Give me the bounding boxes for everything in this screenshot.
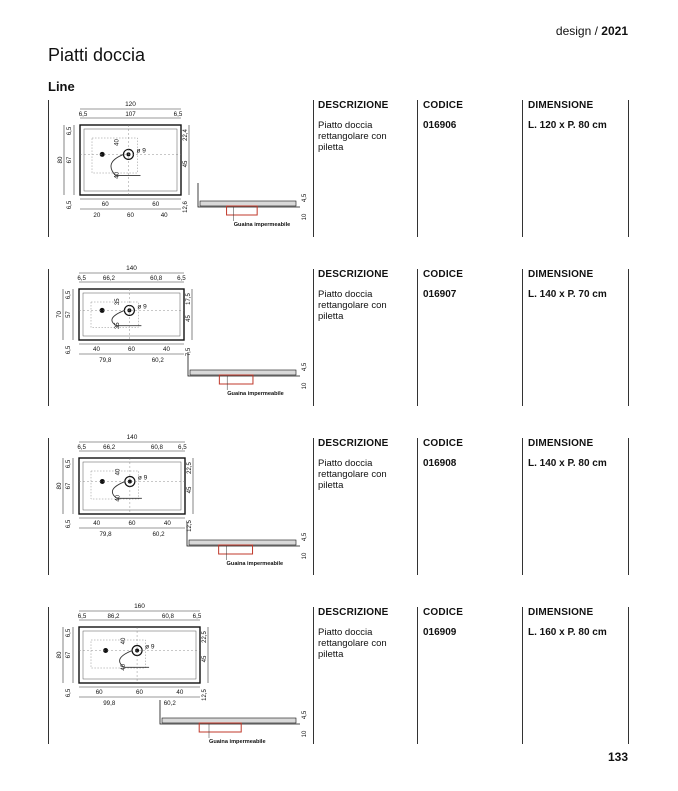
total-width-label: 120 <box>125 101 136 108</box>
right-dim-label: 22,4 <box>183 129 189 141</box>
product-block <box>48 607 630 744</box>
right-dim-label: 12,5 <box>187 520 193 532</box>
description-column <box>318 100 410 153</box>
left-dim-label: 6,5 <box>67 126 73 136</box>
code-header: CODICE <box>423 438 464 449</box>
top-dim-label: 6,5 <box>77 275 86 282</box>
left-dim-label: 67 <box>67 156 73 164</box>
section-dim-label: 10 <box>302 730 308 738</box>
section-dim-label: 10 <box>302 552 308 560</box>
product-block <box>48 269 630 406</box>
description-value: Piatto doccia rettangolare con piletta <box>318 627 387 660</box>
right-dim-label: 17,5 <box>186 293 192 305</box>
bottom-dim-label: 79,8 <box>99 357 112 364</box>
bottom-dim-label: 60 <box>101 201 109 208</box>
membrane-label: Guaina impermeabile <box>227 391 284 397</box>
bottom-dim-label: 99,8 <box>103 700 116 707</box>
top-dim-label: 107 <box>125 111 136 118</box>
inner-dim-label: 40 <box>115 494 122 502</box>
bottom-dim-label: 40 <box>160 212 168 219</box>
bottom-dim-label: 40 <box>163 520 171 527</box>
inner-dim-label: 40 <box>114 139 121 146</box>
dimension-column <box>528 607 628 638</box>
description-header: DESCRIZIONE <box>318 438 389 449</box>
bottom-dim-label: 60,2 <box>151 357 164 364</box>
description-column <box>318 607 410 660</box>
inner-dim-label: 35 <box>114 322 121 330</box>
right-dim-label: 45 <box>183 160 189 168</box>
right-dim-label: 22,5 <box>202 631 208 643</box>
inner-dim-label: 40 <box>120 663 127 671</box>
bottom-dim-label: 60,2 <box>163 700 176 707</box>
bottom-dim-label: 60 <box>128 346 135 353</box>
left-dim-label: 67 <box>66 651 72 659</box>
left-dim-label: 6,5 <box>66 628 72 638</box>
divider-description <box>417 269 418 406</box>
right-dim-label: 7,5 <box>186 347 192 357</box>
product-block <box>48 100 630 237</box>
right-dim-label: 45 <box>202 655 208 663</box>
dimension-column <box>528 269 628 300</box>
section-dim-label: 10 <box>302 382 308 390</box>
right-dim-label: 12,5 <box>202 689 208 701</box>
section-dim-label: 4,5 <box>302 362 308 372</box>
drain-diameter-label: ø 9 <box>136 147 146 155</box>
dimension-column <box>528 100 628 131</box>
inner-dim-label: 40 <box>120 637 127 645</box>
description-value: Piatto doccia rettangolare con piletta <box>318 458 387 491</box>
code-header: CODICE <box>423 607 464 618</box>
left-total-label: 80 <box>57 156 64 164</box>
top-dim-label: 6,5 <box>192 613 202 620</box>
total-width-label: 140 <box>126 434 138 441</box>
top-dim-label: 66,2 <box>102 275 115 282</box>
left-total-label: 80 <box>56 482 63 490</box>
section-dim-label: 10 <box>302 213 308 221</box>
bottom-dim-label: 79,8 <box>99 531 112 538</box>
divider-right <box>628 269 629 406</box>
description-value: Piatto doccia rettangolare con piletta <box>318 120 387 153</box>
code-column <box>423 100 518 131</box>
bottom-dim-label: 60 <box>136 689 143 696</box>
divider-drawing <box>313 607 314 744</box>
top-dim-label: 6,5 <box>77 613 87 620</box>
section-dim-label: 4,5 <box>302 532 308 542</box>
top-dim-label: 6,5 <box>173 111 183 118</box>
divider-drawing <box>313 100 314 237</box>
bottom-dim-label: 40 <box>93 520 101 527</box>
section-subtitle: Line <box>48 79 75 94</box>
code-header: CODICE <box>423 269 464 280</box>
section-dim-label: 4,5 <box>302 193 308 203</box>
left-total-label: 80 <box>56 651 63 659</box>
bottom-dim-label: 60,2 <box>152 531 165 538</box>
left-dim-label: 6,5 <box>66 290 72 300</box>
bottom-dim-label: 40 <box>163 346 170 353</box>
bottom-dim-label: 40 <box>93 346 100 353</box>
code-value: 016907 <box>423 289 457 300</box>
left-dim-label: 67 <box>66 482 72 490</box>
top-dim-label: 60,8 <box>150 444 163 451</box>
description-header: DESCRIZIONE <box>318 100 389 111</box>
drain-diameter-label: ø 9 <box>137 474 148 482</box>
membrane-label: Guaina impermeabile <box>226 561 284 567</box>
dimension-column <box>528 438 628 469</box>
left-dim-label: 57 <box>66 311 72 318</box>
design-label: design / <box>555 24 598 38</box>
divider-right <box>628 607 629 744</box>
divider-description <box>417 100 418 237</box>
bottom-dim-label: 40 <box>176 689 184 696</box>
bottom-dim-label: 60 <box>127 212 134 219</box>
code-value: 016908 <box>423 458 457 469</box>
top-dim-label: 6,5 <box>178 444 187 451</box>
divider-left <box>48 100 49 237</box>
membrane-label: Guaina impermeabile <box>233 222 291 228</box>
divider-code <box>522 269 523 406</box>
divider-code <box>522 100 523 237</box>
top-dim-label: 66,2 <box>103 444 116 451</box>
divider-code <box>522 607 523 744</box>
divider-left <box>48 438 49 575</box>
dimension-header: DIMENSIONE <box>528 607 594 618</box>
right-dim-label: 12,6 <box>183 201 189 213</box>
divider-right <box>628 438 629 575</box>
description-header: DESCRIZIONE <box>318 269 389 280</box>
divider-description <box>417 607 418 744</box>
dimension-value: L. 140 x P. 70 cm <box>528 289 607 300</box>
total-width-label: 160 <box>134 603 145 610</box>
drain-diameter-label: ø 9 <box>137 303 147 311</box>
section-dim-label: 4,5 <box>302 710 308 720</box>
divider-left <box>48 269 49 406</box>
dimension-value: L. 120 x P. 80 cm <box>528 120 607 131</box>
divider-drawing <box>313 438 314 575</box>
description-value: Piatto doccia rettangolare con piletta <box>318 289 387 322</box>
divider-left <box>48 607 49 744</box>
inner-dim-label: 40 <box>115 468 122 476</box>
dimension-value: L. 140 x P. 80 cm <box>528 458 607 469</box>
divider-right <box>628 100 629 237</box>
dimension-value: L. 160 x P. 80 cm <box>528 627 607 638</box>
right-dim-label: 45 <box>186 315 192 322</box>
bottom-dim-label: 20 <box>93 212 101 219</box>
top-dim-label: 6,5 <box>177 275 186 282</box>
code-value: 016909 <box>423 627 457 638</box>
code-column <box>423 438 518 469</box>
bottom-dim-label: 60 <box>128 520 136 527</box>
left-dim-label: 6,5 <box>66 345 72 355</box>
divider-description <box>417 438 418 575</box>
page-title: Piatti doccia <box>48 45 146 65</box>
top-dim-label: 6,5 <box>77 444 86 451</box>
left-dim-label: 6,5 <box>66 688 72 698</box>
bottom-dim-label: 60 <box>95 689 103 696</box>
top-dim-label: 6,5 <box>78 111 88 118</box>
right-dim-label: 22,5 <box>187 462 193 474</box>
code-value: 016906 <box>423 120 457 131</box>
dimension-header: DIMENSIONE <box>528 100 594 111</box>
inner-dim-label: 35 <box>114 298 121 306</box>
description-column <box>318 269 410 322</box>
drain-diameter-label: ø 9 <box>145 643 155 651</box>
top-dim-label: 86,2 <box>107 613 120 620</box>
dimension-header: DIMENSIONE <box>528 438 594 449</box>
code-header: CODICE <box>423 100 464 111</box>
right-dim-label: 45 <box>187 486 193 494</box>
inner-dim-label: 40 <box>114 172 121 179</box>
product-block <box>48 438 630 575</box>
left-dim-label: 6,5 <box>66 459 72 469</box>
left-dim-label: 6,5 <box>67 200 73 210</box>
code-column <box>423 607 518 638</box>
bottom-dim-label: 60 <box>152 201 160 208</box>
left-total-label: 70 <box>56 311 63 318</box>
top-dim-label: 60,8 <box>161 613 174 620</box>
dimension-header: DIMENSIONE <box>528 269 594 280</box>
divider-drawing <box>313 269 314 406</box>
year-label: 2021 <box>601 24 628 38</box>
description-header: DESCRIZIONE <box>318 607 389 618</box>
description-column <box>318 438 410 491</box>
left-dim-label: 6,5 <box>66 519 72 529</box>
code-column <box>423 269 518 300</box>
top-dim-label: 60,8 <box>150 275 163 282</box>
membrane-label: Guaina impermeabile <box>209 739 266 745</box>
divider-code <box>522 438 523 575</box>
page-number: 133 <box>607 750 628 764</box>
total-width-label: 140 <box>126 265 137 272</box>
